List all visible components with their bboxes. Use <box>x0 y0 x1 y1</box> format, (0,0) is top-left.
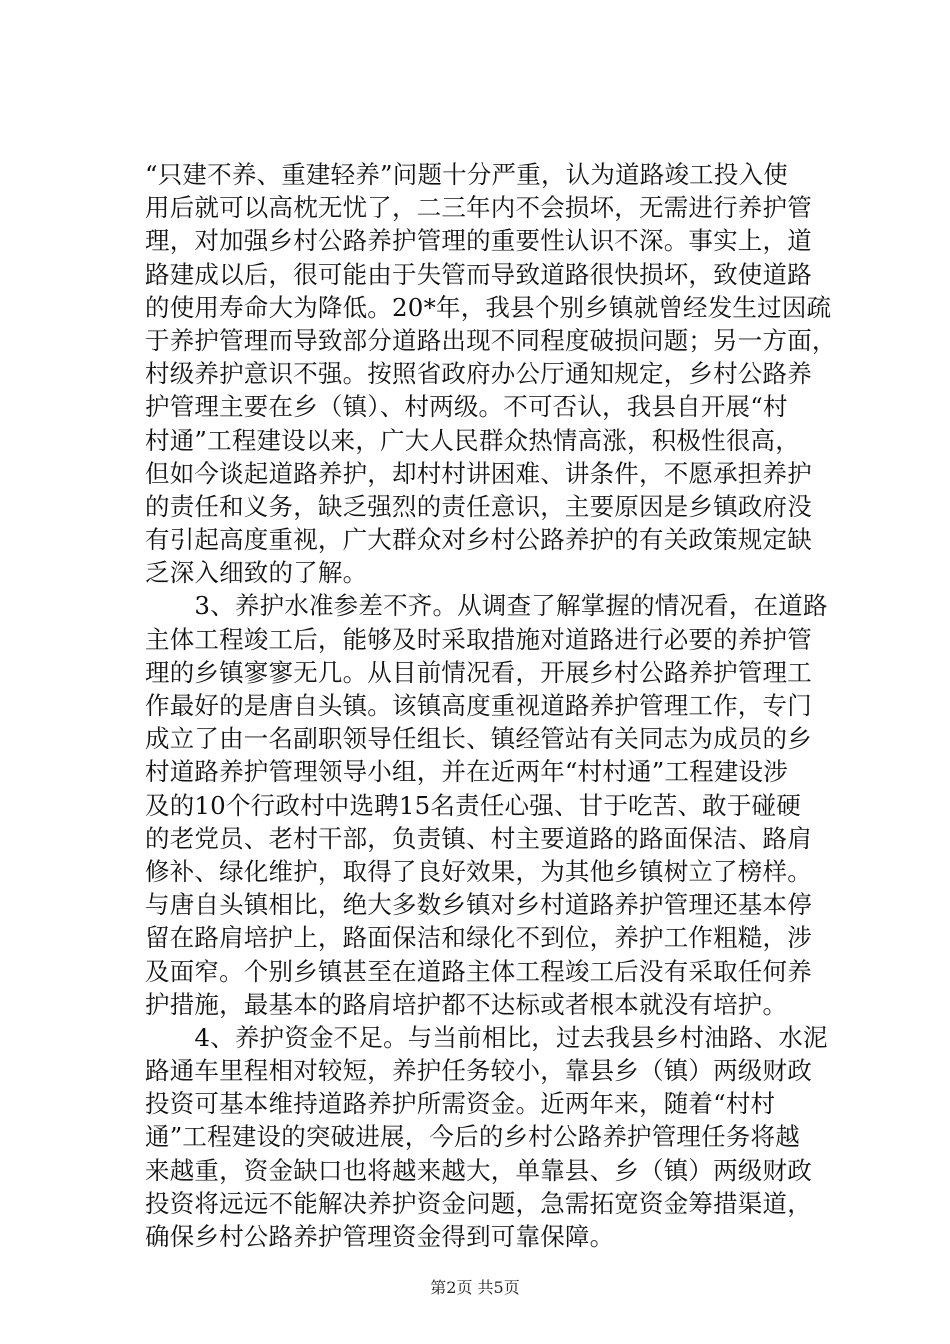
text-line: 与唐自头镇相比，绝大多数乡镇对乡村道路养护管理还基本停 <box>145 890 812 920</box>
page-number: 第2页 共5页 <box>430 1278 520 1297</box>
text-line: 的老党员、老村干部，负责镇、村主要道路的路面保洁、路肩 <box>145 823 812 853</box>
text-line: 路建成以后，很可能由于失管而导致道路很快损坏，致使道路 <box>145 259 812 289</box>
paragraph-3-start: 3、养护水准参差不齐。从调查了解掌握的情况看，在道路 <box>145 591 828 621</box>
body-text <box>145 158 837 1253</box>
text-line: 的责任和义务，缺乏强烈的责任意识，主要原因是乡镇政府没 <box>145 491 812 521</box>
text-line: 投资可基本维持道路养护所需资金。近两年来，随着“村村 <box>145 1089 776 1119</box>
text-line: 及面窄。个别乡镇甚至在道路主体工程竣工后没有采取任何养 <box>145 956 812 986</box>
text-line: 主体工程竣工后，能够及时采取措施对道路进行必要的养护管 <box>145 624 812 654</box>
text-line: 村级养护意识不强。按照省政府办公厅通知规定，乡村公路养 <box>145 359 812 389</box>
text-line: 成立了由一名副职领导任组长、镇经管站有关同志为成员的乡 <box>145 724 812 754</box>
text-line: 护管理主要在乡（镇）、村两级。不可否认，我县自开展“村 <box>145 392 788 422</box>
text-line: 留在路肩培护上，路面保洁和绿化不到位，养护工作粗糙，涉 <box>145 923 812 953</box>
text-line: 但如今谈起道路养护，却村村讲困难、讲条件，不愿承担养护 <box>145 458 812 488</box>
text-line: 有引起高度重视，广大群众对乡村公路养护的有关政策规定缺 <box>145 525 812 555</box>
text-line: 作最好的是唐自头镇。该镇高度重视道路养护管理工作，专门 <box>145 691 812 720</box>
text-line: 投资将远远不能解决养护资金问题，急需拓宽资金筹措渠道， <box>145 1188 812 1218</box>
text-line: 村道路养护管理领导小组，并在近两年“村村通”工程建设涉 <box>145 757 788 787</box>
text-line: 确保乡村公路养护管理资金得到可靠保障。 <box>145 1222 615 1251</box>
page-footer <box>0 1278 950 1298</box>
text-line: 来越重，资金缺口也将越来越大，单靠县、乡（镇）两级财政 <box>145 1155 812 1185</box>
text-line: 路通车里程相对较短，养护任务较小，靠县乡（镇）两级财政 <box>145 1056 812 1086</box>
text-line: “只建不养、重建轻养”问题十分严重，认为道路竣工投入使 <box>145 160 788 189</box>
text-line: 护措施，最基本的路肩培护都不达标或者根本就没有培护。 <box>145 989 788 1019</box>
text-line: 及的10个行政村中选聘15名责任心强、甘于吃苦、敢于碰硬 <box>145 790 801 820</box>
text-line: 理，对加强乡村公路养护管理的重要性认识不深。事实上，道 <box>145 226 812 256</box>
text-line: 村通”工程建设以来，广大人民群众热情高涨，积极性很高， <box>145 425 800 455</box>
text-line: 通”工程建设的突破进展，今后的乡村公路养护管理任务将越 <box>145 1122 800 1152</box>
paragraph-4-start: 4、养护资金不足。与当前相比，过去我县乡村油路、水泥 <box>145 1022 828 1052</box>
text-line: 的使用寿命大为降低。20*年，我县个别乡镇就曾经发生过因疏 <box>145 292 832 322</box>
text-line: 于养护管理而导致部分道路出现不同程度破损问题；另一方面， <box>145 325 837 355</box>
text-line: 理的乡镇寥寥无几。从目前情况看，开展乡村公路养护管理工 <box>145 657 812 687</box>
text-line: 乏深入细致的了解。 <box>145 558 368 588</box>
text-line: 用后就可以高枕无忧了，二三年内不会损坏，无需进行养护管 <box>145 193 812 223</box>
text-line: 修补、绿化维护，取得了良好效果，为其他乡镇树立了榜样。 <box>145 856 812 886</box>
